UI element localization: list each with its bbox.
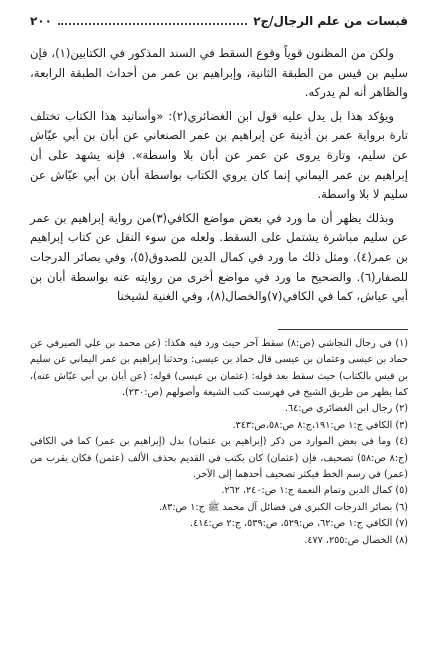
page-number: ٢٠٠ <box>30 14 52 28</box>
footnote: (٨) الخصال ص:٢٥٥، ٤٧٧. <box>304 534 408 546</box>
paragraph: ويؤكد هذا بل يدل عليه قول ابن الغضائري(٢): «وأسانيد هذا الكتاب تختلف تارة برواية عمر بن أذينة عن إبراهيم بن عمر الصنعاني عن أبان بن أبي عيّاش عن سليم، وتارة يروى عن عمر عن أبان بلا واسطة». فإنه يشهد على أن إبراهيم بن عمر اليماني إنما كان يروي الكتاب بواسطة أبان بن أبي عيّاش عن سليم لا بلا واسطة. <box>30 108 408 202</box>
paragraph: ولكن من المظنون قوياً وقوع السقط في السند المذكور في الكتابين(١)، فإن سليم بن قيس من الطبقة الثانية، وإبراهيم بن عمر من أحداث الطبقة الرابعة، والظاهر أنه لم يدركه. <box>30 46 408 100</box>
paragraph: وبذلك يظهر أن ما ورد في بعض مواضع الكافي(٣)من رواية إبراهيم بن عمر عن سليم مباشرة يشتمل على السقط. ولعله من سوء النقل عن كتاب إبراهيم بن عمر(٤). ومثل ذلك ما ورد في كمال الدين للصدوق(٥)، وفي بصائر الدرجات للصفار(٦). والصحيح ما ورد في مواضع أخرى من روايته عنه بواسطة أبان بن أبي عياش، كما في الكافي(٧)والخصال(٨)، وفي الغنية لشيخنا <box>30 210 408 304</box>
footnote-separator <box>278 329 408 330</box>
footnotes <box>30 336 408 549</box>
footnote: (٥) كمال الدين وتمام النعمة ج:١ ص:٢٤٠، ٢٦٢. <box>221 485 408 497</box>
footnote: (٤) وما في بعض الموارد من ذكر (إبراهيم بن عثمان) بدل (إبراهيم بن عمر) كما في الكافي (ج:٨ ص:٥٨) تصحيف، فإن (عثمان) كان يكتب في القديم بحذف الألف (عثمن) فكان يقرب من (عمر) في رسم الخط فيكثر تصحيف أحدهما إلى الآخر. <box>30 436 408 480</box>
header-dotted-leader <box>58 23 247 25</box>
footnote: (٢) رجال ابن الغضائري ص:٦٤. <box>284 403 408 415</box>
footnote: (٣) الكافي ج:١ ص:١٩١،ج:٨ ص:٥٨،ص:٣٤٣. <box>232 419 408 431</box>
running-header <box>30 14 408 36</box>
footnote: (٦) بصائر الدرجات الكبرى في فضائل آل محمد ﷺ ج:١ ص:٨٣. <box>158 501 408 513</box>
footnote: (١) في رجال النجاشي (ص:٨) سقط آخر حيث ورد فيه هكذا: (عن محمد بن علي الصيرفي عن حماد بن عيسى وعثمان بن عيسى قال حماد بن عيسى: وحدثنا إبراهيم بن عمر اليماني عن سليم بن قيس بالكتاب) حيث سقط بعد قوله: (عثمان بن عيسى) قوله: (عن أبان بن أبي عيّاش عنه)، كما يظهر من طريق الشيخ في فهرست كتب الشيعة وأصولهم (ص:٢٣٠). <box>30 337 408 398</box>
footnote: (٧) الكافي ج:١ ص:٦٢، ص:٥٢٩، ص:٥٣٩، ج:٢ ص:٤١٤. <box>190 518 408 530</box>
main-text <box>30 44 408 307</box>
running-title: قبسات من علم الرجال/ج٢ <box>253 14 408 28</box>
